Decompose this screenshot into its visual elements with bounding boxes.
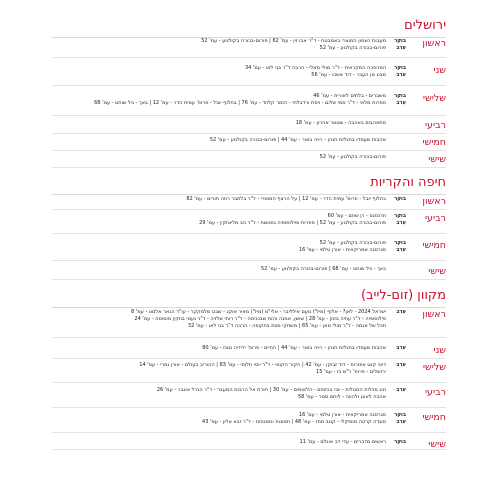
- lecture-listing[interactable]: סנרסנה אמריקאית - אורן טלמי - עמ' 16: [298, 247, 386, 253]
- day-block: [52, 266, 446, 280]
- lecture-listing[interactable]: פורום-בכורה בקולנוע - עמ' 52: [319, 45, 386, 51]
- lecture-listing[interactable]: פילוסופיה - ד"ר עוזיה בזוזן - עמ' 28 | שושן, אמנה והזת שבכניסה - ד"ר רותי שלזיה - ד"ר נעמי בוזקין מוסוסה - עמ' 24: [134, 316, 386, 322]
- day-rows: [52, 38, 406, 52]
- day-rows: [52, 345, 406, 352]
- lecture-listing[interactable]: אהבה לאוגן ולהווה - לוחם סמר - עמ' 58: [297, 394, 386, 400]
- day-block: [52, 362, 446, 383]
- lecture-listing[interactable]: באך - גיל שוחט - עמ' 68 | פורום-בכורה בקולנוע - עמ' 52: [261, 266, 386, 272]
- day-rows: [52, 196, 406, 203]
- lecture-listing[interactable]: המהפכה המקראית - ד"ר מולי מאלי - הרבה ד"ר בני לאו - עמ' 34: [244, 65, 386, 71]
- day-name: ראשון: [422, 309, 446, 320]
- day-name: ראשון: [422, 38, 446, 49]
- day-name: שישי: [428, 266, 446, 277]
- day-block: [52, 65, 446, 86]
- time-slot: ערב: [396, 100, 406, 106]
- day-rows: [52, 93, 406, 107]
- schedule-row: [52, 369, 406, 376]
- lecture-listing[interactable]: ישראל 2024 - לאן? - אלוף (מיל') נועם אילליבר - אלי"מ (מיל') מאיר אוקנ - שבט מלמקקר - עו"ד הגאר אלמט - עמ' 8: [131, 309, 386, 315]
- time-slot: בוקר: [394, 412, 406, 418]
- schedule-row: [52, 45, 406, 52]
- day-block: [52, 240, 446, 261]
- day-name: שישי: [428, 439, 446, 450]
- schedule-row: [52, 213, 406, 220]
- day-block: [52, 213, 446, 234]
- time-slot: בוקר: [394, 213, 406, 219]
- day-block: [52, 387, 446, 408]
- lecture-listing[interactable]: מבט מן העבר - דוד אשכו - עמ' 56: [311, 72, 386, 78]
- day-block: [52, 439, 446, 450]
- schedule-row: [52, 240, 406, 247]
- day-block: [52, 412, 446, 433]
- schedule-row: [52, 93, 406, 100]
- schedule-row: [52, 439, 406, 446]
- schedule-row: [52, 387, 406, 394]
- schedule-row: [52, 323, 406, 330]
- day-rows: [52, 412, 406, 426]
- schedule-row: [52, 220, 406, 227]
- time-slot: בוקר: [394, 439, 406, 445]
- time-slot: ערב: [396, 72, 406, 78]
- schedule-row: [52, 394, 406, 401]
- day-rows: [52, 120, 406, 127]
- day-block: [52, 309, 446, 338]
- day-rows: [52, 240, 406, 254]
- lecture-listing[interactable]: ראשים מדברים - עדי דב אונלם - עמ' 11: [299, 439, 386, 445]
- day-name: שישי: [428, 154, 446, 165]
- lecture-listing[interactable]: סנרסנה אמריקאית - אורן טלמי - עמ' 16: [298, 412, 386, 418]
- day-block: [52, 137, 446, 151]
- schedule-row: [52, 309, 406, 316]
- lecture-listing[interactable]: מוגדה קרטה מוסיקלי - קנוב מחז - עמ' 48 | תמונות ותמנחות - ד"ר זבא אלון - עמ' 43: [202, 419, 386, 425]
- schedule-row: [52, 100, 406, 107]
- schedule-row: [52, 137, 406, 144]
- day-rows: [52, 387, 406, 401]
- lecture-listing[interactable]: אהבות שעסדו בחגלות חנהן - רויה בואר - עמ' 44 | פורום-בכורה בקולנוע - עמ' 52: [209, 137, 386, 143]
- schedule-row: [52, 72, 406, 79]
- schedule-row: [52, 247, 406, 254]
- lecture-listing[interactable]: אהבות שעסדו בחגלות חנהן - רויה בואר - עמ' 44 | החיים - פרופ' ידידיה נטנז - עמ' 80: [202, 345, 386, 351]
- time-slot: בוקר: [394, 38, 406, 44]
- schedule-row: [52, 196, 406, 203]
- day-rows: [52, 213, 406, 227]
- day-block: [52, 345, 446, 359]
- schedule-row: [52, 65, 406, 72]
- day-name: רביעי: [424, 213, 446, 224]
- day-rows: [52, 137, 406, 144]
- day-name: חמישי: [422, 240, 446, 251]
- day-rows: [52, 439, 406, 446]
- lecture-listing[interactable]: ספרות מלאי - ד"ר סמי שלום - ויסת ורדבלתי - הזמר קלזוד - עמ' 76 | בחלוף יובל - פרופ' עמית הדר - עמ' 12 | באך - גיל שוחט - עמ' 68: [94, 100, 386, 106]
- day-rows: [52, 362, 406, 376]
- lecture-listing[interactable]: ירושלים - פרופ' ר"ש כז - עמ' 15: [316, 369, 386, 375]
- day-name: שלישי: [422, 362, 446, 373]
- lecture-listing[interactable]: מתאהבים באהבה - שטטר אהרון - עמ' 18: [295, 120, 386, 126]
- lecture-listing[interactable]: מעבות הצפון המוצרי באמבטח - ד"ר אבו זין - עמ' 62 | פורום-בכורה בקולנוע - עמ' 52: [201, 38, 386, 44]
- schedule-row: [52, 412, 406, 419]
- schedule-row: [52, 419, 406, 426]
- day-rows: [52, 154, 406, 161]
- day-name: שני: [433, 345, 446, 356]
- schedule-row: [52, 362, 406, 369]
- lecture-listing[interactable]: דיוני קנט אפורות - דוד זבוקן - עמ' 42 | הקור הקומי - ד"ר יוסי תלוסי - עמ' 83 | ההוריב בעולם - אורן נמרי - עמ' 14: [139, 362, 386, 368]
- time-slot: בוקר: [394, 196, 406, 202]
- day-name: רביעי: [424, 387, 446, 398]
- time-slot: ערב: [396, 419, 406, 425]
- section-title: ירושלים: [52, 18, 446, 38]
- day-name: שלישי: [422, 93, 446, 104]
- schedule-row: [52, 154, 406, 161]
- time-slot: ערב: [396, 387, 406, 393]
- day-name: ראשון: [422, 196, 446, 207]
- day-name: רביעי: [424, 120, 446, 131]
- time-slot: ערב: [396, 220, 406, 226]
- day-block: [52, 196, 446, 210]
- time-slot: ערב: [396, 247, 406, 253]
- schedule-row: [52, 266, 406, 273]
- time-slot: ערב: [396, 345, 406, 351]
- day-rows: [52, 266, 406, 273]
- time-slot: ערב: [396, 362, 406, 368]
- schedule-row: [52, 120, 406, 127]
- time-slot: ערב: [396, 309, 406, 315]
- day-block: [52, 93, 446, 116]
- schedule-row: [52, 345, 406, 352]
- section-title: מקוון (זום-לייב): [52, 288, 446, 308]
- day-block: [52, 154, 446, 168]
- day-name: חמישי: [422, 137, 446, 148]
- lecture-listing[interactable]: תרנסנס - רן שחם - עמ' 60: [327, 213, 386, 219]
- time-slot: בוקר: [394, 65, 406, 71]
- lecture-listing[interactable]: חוג מכלות הסגולית - יובי בכזופם - הלאומים - עמ' 30 | תורת אל הרבות המעבר - ד"ר הגרל אונבר - עמ' 26: [156, 387, 386, 393]
- day-rows: [52, 65, 406, 79]
- lecture-listing[interactable]: פורום-בכורה בקולנוע - עמ' 52: [319, 154, 386, 160]
- day-block: [52, 38, 446, 58]
- time-slot: בוקר: [394, 240, 406, 246]
- time-slot: בוקר: [394, 93, 406, 99]
- lecture-listing[interactable]: פורום-בכורה בקולנוע - עמ' 52: [319, 240, 386, 246]
- schedule-row: [52, 316, 406, 323]
- schedule-row: [52, 38, 406, 45]
- day-name: שני: [433, 65, 446, 76]
- lecture-listing[interactable]: תכל של אנמה - ד"ר מולי מאן - עמ' 65 | משחקי מוות בתקופה - הרבה ד"ר בני לאו - עמ' 32: [187, 323, 386, 329]
- lecture-listing[interactable]: משברים - בלתים לאורית - עמ' 46: [313, 93, 386, 99]
- day-name: חמישי: [422, 412, 446, 423]
- day-rows: [52, 309, 406, 330]
- section-title: חיפה והקריות: [52, 175, 446, 195]
- lecture-listing[interactable]: בחלוף יובל - פרופ' עמית הדר - עמ' 12 | על הרצף המוסרי - ד"ר בלתבר רוזה תורים - עמ' 82: [186, 196, 386, 202]
- day-block: [52, 120, 446, 134]
- time-slot: ערב: [396, 45, 406, 51]
- lecture-listing[interactable]: פורום-בכורה בקולנוע - עמ' 52 | ספרות ופילוסופיה נפגשות - ד"ר ניב מליונזקין - עמ' 29: [199, 220, 386, 226]
